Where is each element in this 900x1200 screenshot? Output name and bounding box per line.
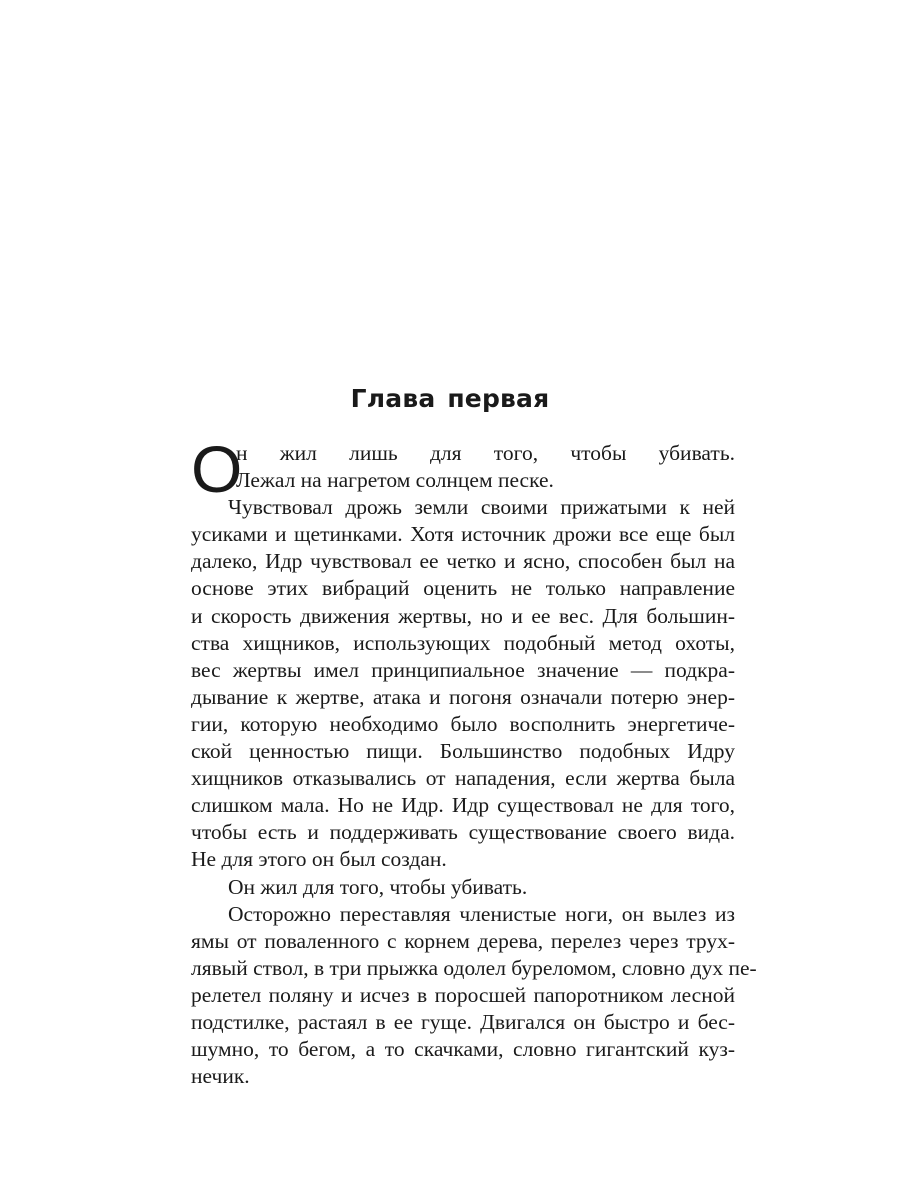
text-line: ства хищников, использующих подобный метод охоты, xyxy=(191,630,735,655)
text-line: ской ценностью пищи. Большинство подобных Идру xyxy=(191,739,735,764)
text-line: Лежал на нагретом солнцем песке. xyxy=(236,468,554,493)
text-line: н жил лишь для того, чтобы убивать. xyxy=(236,441,735,465)
text-line: Не для этого он был создан. xyxy=(191,847,447,872)
text-line: чтобы есть и поддерживать существование своего вида. xyxy=(191,820,735,845)
text-line: усиками и щетинками. Хотя источник дрожи все еще был xyxy=(191,522,735,547)
chapter-body xyxy=(191,432,757,1090)
text-line: далеко, Идр чувствовал ее четко и ясно, способен был на xyxy=(191,549,735,574)
text-line: дывание к жертве, атака и погоня означали потерю энер- xyxy=(191,684,735,709)
text-line: основе этих вибраций оценить не только направление xyxy=(191,576,735,601)
text-line: Осторожно переставляя членистые ноги, он вылез из xyxy=(228,901,735,926)
text-line: хищников отказывались от нападения, если жертва была xyxy=(191,766,735,791)
text-line: лявый ствол, в три прыжка одолел буреломом, словно дух пе- xyxy=(191,955,757,980)
text-line: и скорость движения жертвы, но и ее вес. Для большин- xyxy=(191,603,735,628)
text-line: подстилке, растаял в ее гуще. Двигался он быстро и бес- xyxy=(191,1009,735,1034)
text-line: шумно, то бегом, а то скачками, словно гигантский куз- xyxy=(191,1037,735,1062)
text-line: вес жертвы имел принципиальное значение — подкра- xyxy=(191,657,735,682)
text-line: слишком мала. Но не Идр. Идр существовал не для того, xyxy=(191,793,735,818)
text-line: ямы от поваленного с корнем дерева, перелез через трух- xyxy=(191,928,735,953)
drop-cap: О xyxy=(191,432,243,506)
text-line: гии, которую необходимо было восполнить энергетиче- xyxy=(191,711,735,736)
text-line: Он жил для того, чтобы убивать. xyxy=(228,874,528,899)
chapter-title: Глава первая xyxy=(350,384,550,413)
text-line: Чувствовал дрожь земли своими прижатыми к ней xyxy=(228,495,735,520)
text-line: релетел поляну и исчез в поросшей папоротником лесной xyxy=(191,982,735,1007)
text-line: нечик. xyxy=(191,1064,250,1089)
